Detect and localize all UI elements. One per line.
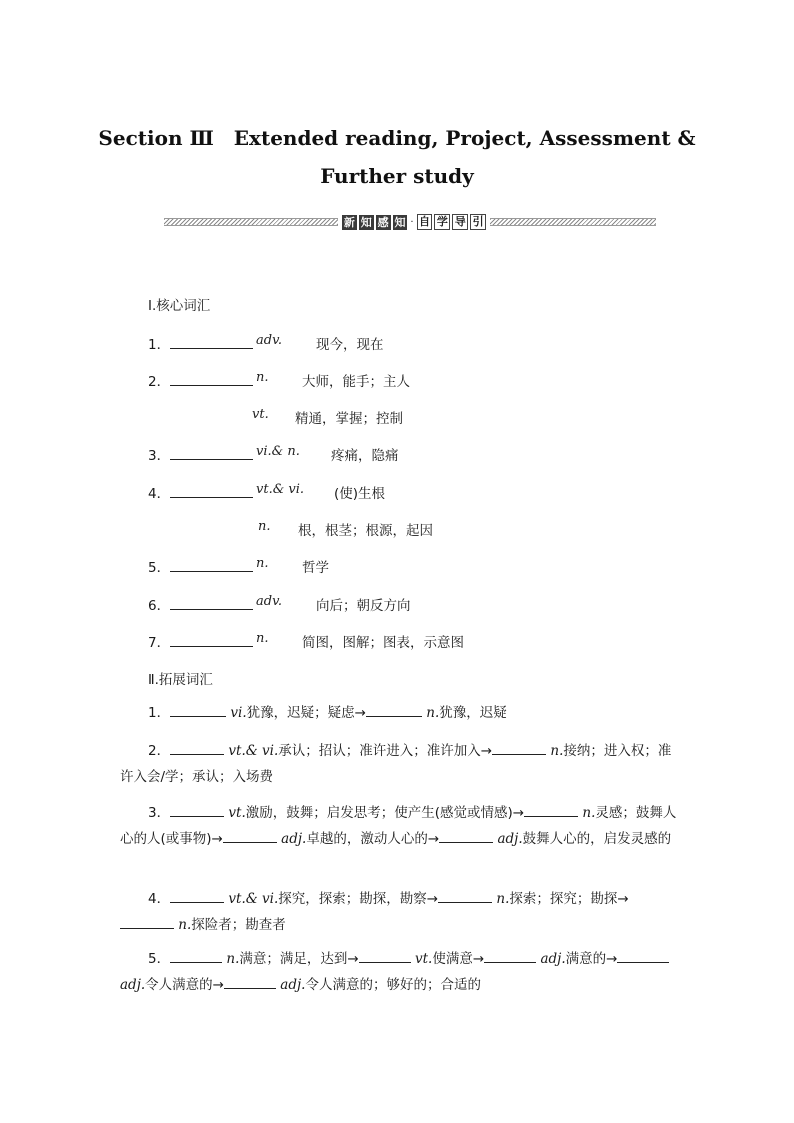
banner-char: 自 [417,214,433,230]
item-number: 5． [148,951,171,967]
word-meaning: 犹豫，迟疑；疑虑→ [246,705,366,721]
item-number: 1． [148,337,171,353]
item-number: 4． [148,486,171,502]
answer-blank[interactable] [170,742,224,755]
answer-blank[interactable] [224,976,276,989]
part-of-speech: n. [256,370,269,385]
part-of-speech: vt. [252,407,269,422]
banner-char: 学 [434,214,450,230]
answer-blank[interactable] [170,385,253,386]
banner-separator: · [410,216,414,228]
answer-blank[interactable] [170,571,253,572]
banner-char: 知 [360,215,372,229]
part-of-speech: n. [496,891,510,907]
banner-char: 引 [470,214,486,230]
word-meaning: 令人满意的；够好的；合适的 [305,977,481,993]
word-meaning: 满意的→ [565,951,618,967]
section-heading-core-vocab: Ⅰ.核心词汇 [148,298,211,314]
answer-blank[interactable] [170,646,253,647]
word-meaning: 探险者；勘查者 [191,917,286,933]
part-of-speech: adj. [540,951,566,967]
answer-blank[interactable] [170,890,224,903]
part-of-speech: n. [256,556,269,571]
item-number: 6． [148,598,171,614]
word-meaning: 接纳；进入权；准许入会/学；承认；入场费 [120,743,672,785]
list-item [120,700,680,726]
word-meaning: (使)生根 [334,486,386,502]
item-number: 7． [148,635,171,651]
part-of-speech: adj. [280,977,306,993]
part-of-speech: adj. [281,831,307,847]
list-item [120,946,680,998]
answer-blank[interactable] [170,704,226,717]
answer-blank[interactable] [359,950,411,963]
part-of-speech: adv. [256,333,283,348]
item-number: 3． [148,448,171,464]
word-meaning: 探究，探索；勘探，勘察→ [278,891,439,907]
answer-blank[interactable] [223,830,277,843]
word-meaning: 承认；招认；准许进入；准许加入→ [278,743,493,759]
banner-char: 知 [394,215,406,229]
list-item [120,800,680,852]
word-meaning: 犹豫，迟疑 [439,705,507,721]
banner-char: 新 [343,215,355,229]
word-meaning: 哲学 [302,560,329,576]
page-title: Section Ⅲ Extended reading, Project, Assessment & [98,126,696,150]
part-of-speech: vt.& vi. [228,891,279,907]
answer-blank[interactable] [170,348,253,349]
word-meaning: 简图，图解；图表，示意图 [302,635,464,651]
part-of-speech: vt.& vi. [228,743,279,759]
banner-char: 导 [452,214,468,230]
word-meaning: 灵感；鼓舞人心的人(或事物)→ [120,805,677,847]
banner-char: 感 [377,215,389,229]
part-of-speech: vt. [415,951,433,967]
answer-blank[interactable] [170,804,224,817]
part-of-speech: adv. [256,594,283,609]
part-of-speech: vt. [228,805,246,821]
item-number: 5． [148,560,171,576]
part-of-speech: n. [258,519,271,534]
word-meaning: 现今，现在 [316,337,384,353]
list-item [120,886,680,938]
word-meaning: 大师，能手；主人 [302,374,410,390]
answer-blank[interactable] [492,742,546,755]
answer-blank[interactable] [170,609,253,610]
word-meaning: 鼓舞人心的，启发灵感的 [522,831,672,847]
banner-badge [342,213,486,231]
word-meaning: 探索；探究；勘探→ [509,891,629,907]
section-banner [164,213,656,231]
part-of-speech: vt.& vi. [256,482,305,497]
part-of-speech: n. [582,805,596,821]
part-of-speech: n. [426,705,440,721]
answer-blank[interactable] [438,890,492,903]
answer-blank[interactable] [439,830,493,843]
part-of-speech: vi. [230,705,247,721]
section-heading-extended-vocab: Ⅱ.拓展词汇 [148,672,213,688]
word-meaning: 满意；满足，达到→ [239,951,359,967]
answer-blank[interactable] [170,459,253,460]
part-of-speech: n. [256,631,269,646]
page-title-line2: Further study [320,164,474,188]
part-of-speech: n. [178,917,192,933]
word-meaning: 令人满意的→ [145,977,224,993]
word-meaning: 激励，鼓舞；启发思考；使产生(感觉或情感)→ [245,805,525,821]
answer-blank[interactable] [120,916,174,929]
part-of-speech: n. [550,743,564,759]
banner-hatch-right [490,218,656,226]
answer-blank[interactable] [170,497,253,498]
item-number: 4． [148,891,171,907]
answer-blank[interactable] [366,704,422,717]
part-of-speech: adj. [120,977,146,993]
word-meaning: 疼痛，隐痛 [331,448,399,464]
item-number: 2． [148,743,171,759]
answer-blank[interactable] [170,950,222,963]
list-item [120,738,680,790]
part-of-speech: vi.& n. [256,444,300,459]
answer-blank[interactable] [484,950,536,963]
word-meaning: 卓越的，激动人心的→ [306,831,440,847]
word-meaning: 使满意→ [432,951,485,967]
item-number: 2． [148,374,171,390]
word-meaning: 根，根茎；根源，起因 [298,523,433,539]
part-of-speech: adj. [497,831,523,847]
word-meaning: 向后；朝反方向 [316,598,411,614]
answer-blank[interactable] [524,804,578,817]
item-number: 3． [148,805,171,821]
part-of-speech: n. [226,951,240,967]
word-meaning: 精通，掌握；控制 [295,411,403,427]
answer-blank[interactable] [617,950,669,963]
item-number: 1． [148,705,171,721]
banner-hatch-left [164,218,338,226]
